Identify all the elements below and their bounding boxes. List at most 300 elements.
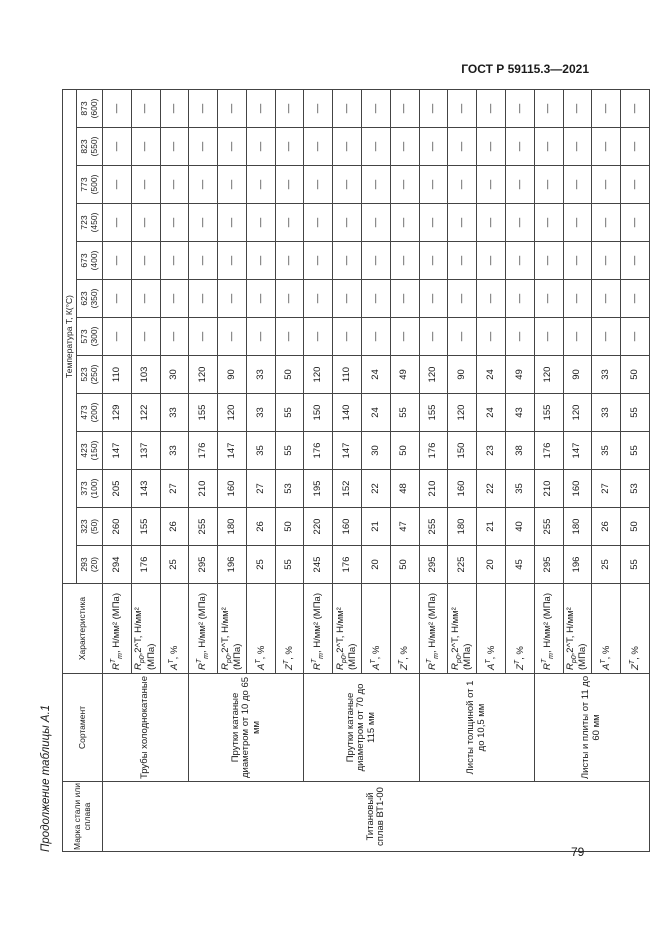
value-cell: — bbox=[304, 166, 333, 204]
temp-celsius: (20) bbox=[88, 556, 99, 573]
value-cell: — bbox=[419, 128, 448, 166]
value-cell: 30 bbox=[160, 356, 189, 394]
value-cell: 120 bbox=[189, 356, 218, 394]
value-cell: — bbox=[448, 166, 477, 204]
temp-kelvin: 723 bbox=[79, 215, 90, 230]
assortment-cell: Прутки катаные диаметром от 70 до 115 мм bbox=[304, 674, 419, 782]
value-cell: 33 bbox=[246, 394, 275, 432]
value-cell: — bbox=[131, 166, 160, 204]
value-cell: — bbox=[304, 128, 333, 166]
value-cell: — bbox=[419, 318, 448, 356]
table-row bbox=[534, 89, 563, 851]
temp-celsius: (350) bbox=[88, 288, 99, 309]
value-cell: 27 bbox=[592, 470, 621, 508]
value-cell: 195 bbox=[304, 470, 333, 508]
value-cell: — bbox=[534, 89, 563, 127]
value-cell: 26 bbox=[160, 508, 189, 546]
value-cell: — bbox=[362, 318, 391, 356]
value-cell: 110 bbox=[333, 356, 362, 394]
value-cell: — bbox=[333, 280, 362, 318]
value-cell: 25 bbox=[592, 546, 621, 584]
value-cell: 210 bbox=[189, 470, 218, 508]
table-row bbox=[103, 89, 132, 851]
value-cell: — bbox=[419, 166, 448, 204]
value-cell: 35 bbox=[505, 470, 534, 508]
value-cell: 33 bbox=[246, 356, 275, 394]
rotated-table-block bbox=[40, 92, 650, 852]
value-cell: 295 bbox=[534, 546, 563, 584]
value-cell: — bbox=[362, 128, 391, 166]
value-cell: — bbox=[419, 280, 448, 318]
value-cell: 90 bbox=[448, 356, 477, 394]
temp-kelvin: 523 bbox=[79, 367, 90, 382]
temp-celsius: (50) bbox=[88, 518, 99, 535]
table-header bbox=[63, 89, 103, 851]
value-cell: — bbox=[103, 89, 132, 127]
value-cell: — bbox=[131, 318, 160, 356]
value-cell: — bbox=[563, 89, 592, 127]
value-cell: — bbox=[477, 128, 506, 166]
value-cell: — bbox=[246, 89, 275, 127]
temperature-column-header bbox=[77, 280, 103, 318]
value-cell: 25 bbox=[246, 546, 275, 584]
value-cell: — bbox=[419, 204, 448, 242]
temp-kelvin: 773 bbox=[79, 177, 90, 192]
value-cell: — bbox=[304, 89, 333, 127]
value-cell: 120 bbox=[419, 356, 448, 394]
value-cell: 27 bbox=[160, 470, 189, 508]
mechanical-properties-table bbox=[62, 89, 650, 852]
value-cell: — bbox=[505, 128, 534, 166]
property-header: Характеристика bbox=[63, 584, 103, 674]
temp-kelvin: 373 bbox=[79, 481, 90, 496]
value-cell: — bbox=[448, 280, 477, 318]
grade-header: Марка стали или сплава bbox=[63, 782, 103, 852]
standard-code: ГОСТ Р 59115.3—2021 bbox=[461, 62, 589, 76]
value-cell: — bbox=[131, 128, 160, 166]
value-cell: 220 bbox=[304, 508, 333, 546]
value-cell: 147 bbox=[218, 432, 247, 470]
value-cell: — bbox=[160, 242, 189, 280]
value-cell: 50 bbox=[621, 356, 650, 394]
temp-celsius: (400) bbox=[88, 250, 99, 271]
value-cell: — bbox=[477, 204, 506, 242]
assortment-cell: Трубы холоднокатаные bbox=[103, 674, 189, 782]
property-cell: $A^T$, % bbox=[592, 584, 621, 674]
temp-kelvin: 473 bbox=[79, 405, 90, 420]
value-cell: — bbox=[131, 242, 160, 280]
value-cell: — bbox=[448, 318, 477, 356]
value-cell: 180 bbox=[218, 508, 247, 546]
value-cell: 295 bbox=[419, 546, 448, 584]
temp-celsius: (100) bbox=[88, 478, 99, 499]
value-cell: 120 bbox=[218, 394, 247, 432]
value-cell: 33 bbox=[160, 432, 189, 470]
value-cell: — bbox=[505, 242, 534, 280]
value-cell: — bbox=[333, 89, 362, 127]
value-cell: — bbox=[505, 89, 534, 127]
value-cell: — bbox=[621, 242, 650, 280]
table-caption: Продолжение таблицы А.1 bbox=[40, 704, 52, 852]
value-cell: 176 bbox=[419, 432, 448, 470]
value-cell: — bbox=[160, 166, 189, 204]
value-cell: — bbox=[131, 89, 160, 127]
value-cell: 26 bbox=[592, 508, 621, 546]
value-cell: 50 bbox=[275, 508, 304, 546]
value-cell: 129 bbox=[103, 394, 132, 432]
value-cell: — bbox=[218, 280, 247, 318]
value-cell: 40 bbox=[505, 508, 534, 546]
value-cell: 155 bbox=[131, 508, 160, 546]
temperature-column-header bbox=[77, 204, 103, 242]
value-cell: — bbox=[218, 242, 247, 280]
value-cell: — bbox=[304, 280, 333, 318]
value-cell: — bbox=[477, 89, 506, 127]
value-cell: — bbox=[592, 166, 621, 204]
value-cell: 160 bbox=[563, 470, 592, 508]
value-cell: 24 bbox=[362, 356, 391, 394]
value-cell: 30 bbox=[362, 432, 391, 470]
value-cell: — bbox=[448, 89, 477, 127]
value-cell: — bbox=[390, 166, 419, 204]
value-cell: — bbox=[362, 280, 391, 318]
value-cell: 23 bbox=[477, 432, 506, 470]
value-cell: — bbox=[621, 89, 650, 127]
value-cell: — bbox=[621, 128, 650, 166]
value-cell: — bbox=[275, 166, 304, 204]
value-cell: 45 bbox=[505, 546, 534, 584]
value-cell: 140 bbox=[333, 394, 362, 432]
value-cell: — bbox=[246, 242, 275, 280]
temp-kelvin: 573 bbox=[79, 329, 90, 344]
value-cell: — bbox=[275, 128, 304, 166]
value-cell: — bbox=[592, 89, 621, 127]
temp-kelvin: 823 bbox=[79, 139, 90, 154]
value-cell: — bbox=[390, 242, 419, 280]
value-cell: 24 bbox=[362, 394, 391, 432]
value-cell: 55 bbox=[621, 394, 650, 432]
value-cell: — bbox=[563, 128, 592, 166]
table-row bbox=[304, 89, 333, 851]
grade-cell: Титановый сплав ВТ1-00 bbox=[103, 782, 650, 852]
temp-kelvin: 323 bbox=[79, 519, 90, 534]
value-cell: 196 bbox=[218, 546, 247, 584]
value-cell: 49 bbox=[390, 356, 419, 394]
temperature-column-header bbox=[77, 508, 103, 546]
value-cell: — bbox=[246, 318, 275, 356]
temp-kelvin: 293 bbox=[79, 557, 90, 572]
table-row bbox=[419, 89, 448, 851]
property-cell: $Z^T$, % bbox=[275, 584, 304, 674]
value-cell: — bbox=[362, 242, 391, 280]
property-cell: $A^T$, % bbox=[246, 584, 275, 674]
property-cell: $R_{p0},2\^{}T$, Н/мм² (МПа) bbox=[563, 584, 592, 674]
value-cell: 47 bbox=[390, 508, 419, 546]
temp-kelvin: 673 bbox=[79, 253, 90, 268]
value-cell: — bbox=[592, 280, 621, 318]
value-cell: — bbox=[534, 166, 563, 204]
value-cell: 21 bbox=[477, 508, 506, 546]
property-cell: $R^T_m$, Н/мм² (МПа) bbox=[189, 584, 218, 674]
page-number: 79 bbox=[571, 845, 585, 859]
value-cell: 205 bbox=[103, 470, 132, 508]
value-cell: 295 bbox=[189, 546, 218, 584]
property-cell: $R^T_m$, Н/мм² (МПа) bbox=[419, 584, 448, 674]
value-cell: 120 bbox=[534, 356, 563, 394]
temperature-column-header bbox=[77, 166, 103, 204]
value-cell: 137 bbox=[131, 432, 160, 470]
value-cell: — bbox=[534, 128, 563, 166]
property-cell: $R_{p0},2\^{}T$, Н/мм² (МПа) bbox=[218, 584, 247, 674]
value-cell: — bbox=[505, 280, 534, 318]
value-cell: — bbox=[390, 318, 419, 356]
value-cell: 143 bbox=[131, 470, 160, 508]
temp-kelvin: 623 bbox=[79, 291, 90, 306]
value-cell: 210 bbox=[534, 470, 563, 508]
value-cell: 176 bbox=[189, 432, 218, 470]
value-cell: 255 bbox=[534, 508, 563, 546]
value-cell: 50 bbox=[621, 508, 650, 546]
value-cell: 155 bbox=[419, 394, 448, 432]
value-cell: — bbox=[103, 204, 132, 242]
value-cell: — bbox=[477, 166, 506, 204]
value-cell: 160 bbox=[218, 470, 247, 508]
value-cell: 260 bbox=[103, 508, 132, 546]
value-cell: — bbox=[131, 204, 160, 242]
value-cell: 155 bbox=[534, 394, 563, 432]
temperature-column-header bbox=[77, 356, 103, 394]
value-cell: — bbox=[563, 204, 592, 242]
value-cell: — bbox=[563, 242, 592, 280]
temp-celsius: (450) bbox=[88, 212, 99, 233]
value-cell: — bbox=[448, 204, 477, 242]
temperature-column-header bbox=[77, 318, 103, 356]
value-cell: — bbox=[304, 204, 333, 242]
value-cell: — bbox=[505, 204, 534, 242]
value-cell: — bbox=[275, 242, 304, 280]
value-cell: — bbox=[160, 128, 189, 166]
value-cell: 160 bbox=[448, 470, 477, 508]
value-cell: — bbox=[362, 204, 391, 242]
value-cell: — bbox=[362, 166, 391, 204]
temperature-column-header bbox=[77, 432, 103, 470]
value-cell: — bbox=[189, 318, 218, 356]
value-cell: — bbox=[419, 89, 448, 127]
value-cell: 147 bbox=[103, 432, 132, 470]
property-cell: $A^T$, % bbox=[477, 584, 506, 674]
value-cell: 90 bbox=[218, 356, 247, 394]
value-cell: — bbox=[563, 318, 592, 356]
value-cell: 22 bbox=[477, 470, 506, 508]
temperature-column-header bbox=[77, 128, 103, 166]
value-cell: 50 bbox=[275, 356, 304, 394]
value-cell: — bbox=[534, 280, 563, 318]
value-cell: 38 bbox=[505, 432, 534, 470]
value-cell: 180 bbox=[563, 508, 592, 546]
value-cell: — bbox=[160, 318, 189, 356]
value-cell: — bbox=[333, 128, 362, 166]
property-cell: $Z^T$, % bbox=[505, 584, 534, 674]
value-cell: 55 bbox=[275, 546, 304, 584]
value-cell: — bbox=[275, 89, 304, 127]
value-cell: 103 bbox=[131, 356, 160, 394]
temperature-column-header bbox=[77, 242, 103, 280]
value-cell: 196 bbox=[563, 546, 592, 584]
value-cell: 24 bbox=[477, 394, 506, 432]
value-cell: 55 bbox=[621, 432, 650, 470]
value-cell: — bbox=[103, 242, 132, 280]
value-cell: 176 bbox=[304, 432, 333, 470]
value-cell: 53 bbox=[621, 470, 650, 508]
value-cell: 50 bbox=[390, 432, 419, 470]
value-cell: 180 bbox=[448, 508, 477, 546]
value-cell: — bbox=[246, 204, 275, 242]
value-cell: — bbox=[189, 204, 218, 242]
temperature-column-header bbox=[77, 394, 103, 432]
value-cell: 33 bbox=[160, 394, 189, 432]
property-cell: $Z^T$, % bbox=[621, 584, 650, 674]
value-cell: — bbox=[563, 280, 592, 318]
property-cell: $R_{p0},2\^{}T$, Н/мм² (МПа) bbox=[448, 584, 477, 674]
value-cell: — bbox=[621, 318, 650, 356]
value-cell: 150 bbox=[448, 432, 477, 470]
value-cell: — bbox=[103, 280, 132, 318]
value-cell: — bbox=[218, 166, 247, 204]
value-cell: — bbox=[218, 318, 247, 356]
value-cell: — bbox=[246, 128, 275, 166]
value-cell: — bbox=[189, 242, 218, 280]
temp-kelvin: 873 bbox=[79, 101, 90, 116]
value-cell: 55 bbox=[275, 394, 304, 432]
value-cell: 122 bbox=[131, 394, 160, 432]
value-cell: — bbox=[189, 166, 218, 204]
temp-celsius: (150) bbox=[88, 440, 99, 461]
value-cell: 48 bbox=[390, 470, 419, 508]
value-cell: 33 bbox=[592, 394, 621, 432]
temp-celsius: (500) bbox=[88, 174, 99, 195]
value-cell: — bbox=[333, 204, 362, 242]
value-cell: — bbox=[160, 204, 189, 242]
value-cell: — bbox=[333, 166, 362, 204]
value-cell: — bbox=[390, 89, 419, 127]
value-cell: — bbox=[103, 318, 132, 356]
value-cell: — bbox=[621, 280, 650, 318]
value-cell: — bbox=[246, 280, 275, 318]
value-cell: — bbox=[534, 242, 563, 280]
value-cell: 20 bbox=[362, 546, 391, 584]
value-cell: 255 bbox=[189, 508, 218, 546]
value-cell: 50 bbox=[390, 546, 419, 584]
property-cell: $R^T_m$, Н/мм² (МПа) bbox=[103, 584, 132, 674]
value-cell: — bbox=[189, 280, 218, 318]
value-cell: 147 bbox=[563, 432, 592, 470]
value-cell: — bbox=[333, 242, 362, 280]
value-cell: — bbox=[160, 89, 189, 127]
value-cell: — bbox=[592, 318, 621, 356]
value-cell: — bbox=[505, 166, 534, 204]
value-cell: — bbox=[592, 242, 621, 280]
value-cell: — bbox=[218, 204, 247, 242]
value-cell: — bbox=[505, 318, 534, 356]
value-cell: 35 bbox=[592, 432, 621, 470]
value-cell: — bbox=[534, 318, 563, 356]
temperature-column-header bbox=[77, 89, 103, 127]
value-cell: — bbox=[189, 89, 218, 127]
value-cell: — bbox=[333, 318, 362, 356]
property-cell: $A^T$, % bbox=[160, 584, 189, 674]
temp-celsius: (250) bbox=[88, 364, 99, 385]
value-cell: — bbox=[362, 89, 391, 127]
temperature-header: Температура T, К(°С) bbox=[63, 89, 77, 583]
assortment-cell: Прутки катаные диаметром от 10 до 65 мм bbox=[189, 674, 304, 782]
temp-celsius: (200) bbox=[88, 402, 99, 423]
value-cell: — bbox=[275, 280, 304, 318]
value-cell: — bbox=[448, 242, 477, 280]
table-row bbox=[189, 89, 218, 851]
temp-celsius: (300) bbox=[88, 326, 99, 347]
value-cell: 26 bbox=[246, 508, 275, 546]
value-cell: — bbox=[419, 242, 448, 280]
value-cell: 49 bbox=[505, 356, 534, 394]
table-body bbox=[103, 89, 650, 851]
value-cell: — bbox=[189, 128, 218, 166]
assortment-header: Сортамент bbox=[63, 674, 103, 782]
temperature-column-header bbox=[77, 546, 103, 584]
value-cell: 22 bbox=[362, 470, 391, 508]
value-cell: — bbox=[621, 204, 650, 242]
value-cell: 176 bbox=[534, 432, 563, 470]
value-cell: — bbox=[477, 318, 506, 356]
property-cell: $A^T$, % bbox=[362, 584, 391, 674]
value-cell: — bbox=[390, 204, 419, 242]
property-cell: $R_{p0},2\^{}T$, Н/мм² (МПа) bbox=[131, 584, 160, 674]
value-cell: 55 bbox=[621, 546, 650, 584]
property-cell: $R_{p0},2\^{}T$, Н/мм² (МПа) bbox=[333, 584, 362, 674]
property-cell: $R^T_m$, Н/мм² (МПа) bbox=[304, 584, 333, 674]
property-cell: $Z^T$, % bbox=[390, 584, 419, 674]
value-cell: 152 bbox=[333, 470, 362, 508]
value-cell: 53 bbox=[275, 470, 304, 508]
value-cell: — bbox=[592, 128, 621, 166]
value-cell: 120 bbox=[563, 394, 592, 432]
value-cell: — bbox=[534, 204, 563, 242]
value-cell: 155 bbox=[189, 394, 218, 432]
assortment-cell: Листы и плиты от 11 до 60 мм bbox=[534, 674, 649, 782]
value-cell: — bbox=[103, 166, 132, 204]
value-cell: 21 bbox=[362, 508, 391, 546]
value-cell: — bbox=[246, 166, 275, 204]
value-cell: 43 bbox=[505, 394, 534, 432]
value-cell: — bbox=[477, 280, 506, 318]
value-cell: 176 bbox=[131, 546, 160, 584]
value-cell: 110 bbox=[103, 356, 132, 394]
value-cell: — bbox=[103, 128, 132, 166]
value-cell: 24 bbox=[477, 356, 506, 394]
value-cell: — bbox=[304, 242, 333, 280]
temperature-column-header bbox=[77, 470, 103, 508]
value-cell: — bbox=[390, 280, 419, 318]
temp-celsius: (550) bbox=[88, 136, 99, 157]
value-cell: 55 bbox=[275, 432, 304, 470]
value-cell: 150 bbox=[304, 394, 333, 432]
value-cell: — bbox=[563, 166, 592, 204]
value-cell: 147 bbox=[333, 432, 362, 470]
value-cell: 55 bbox=[390, 394, 419, 432]
value-cell: 210 bbox=[419, 470, 448, 508]
value-cell: 176 bbox=[333, 546, 362, 584]
value-cell: — bbox=[477, 242, 506, 280]
value-cell: — bbox=[131, 280, 160, 318]
